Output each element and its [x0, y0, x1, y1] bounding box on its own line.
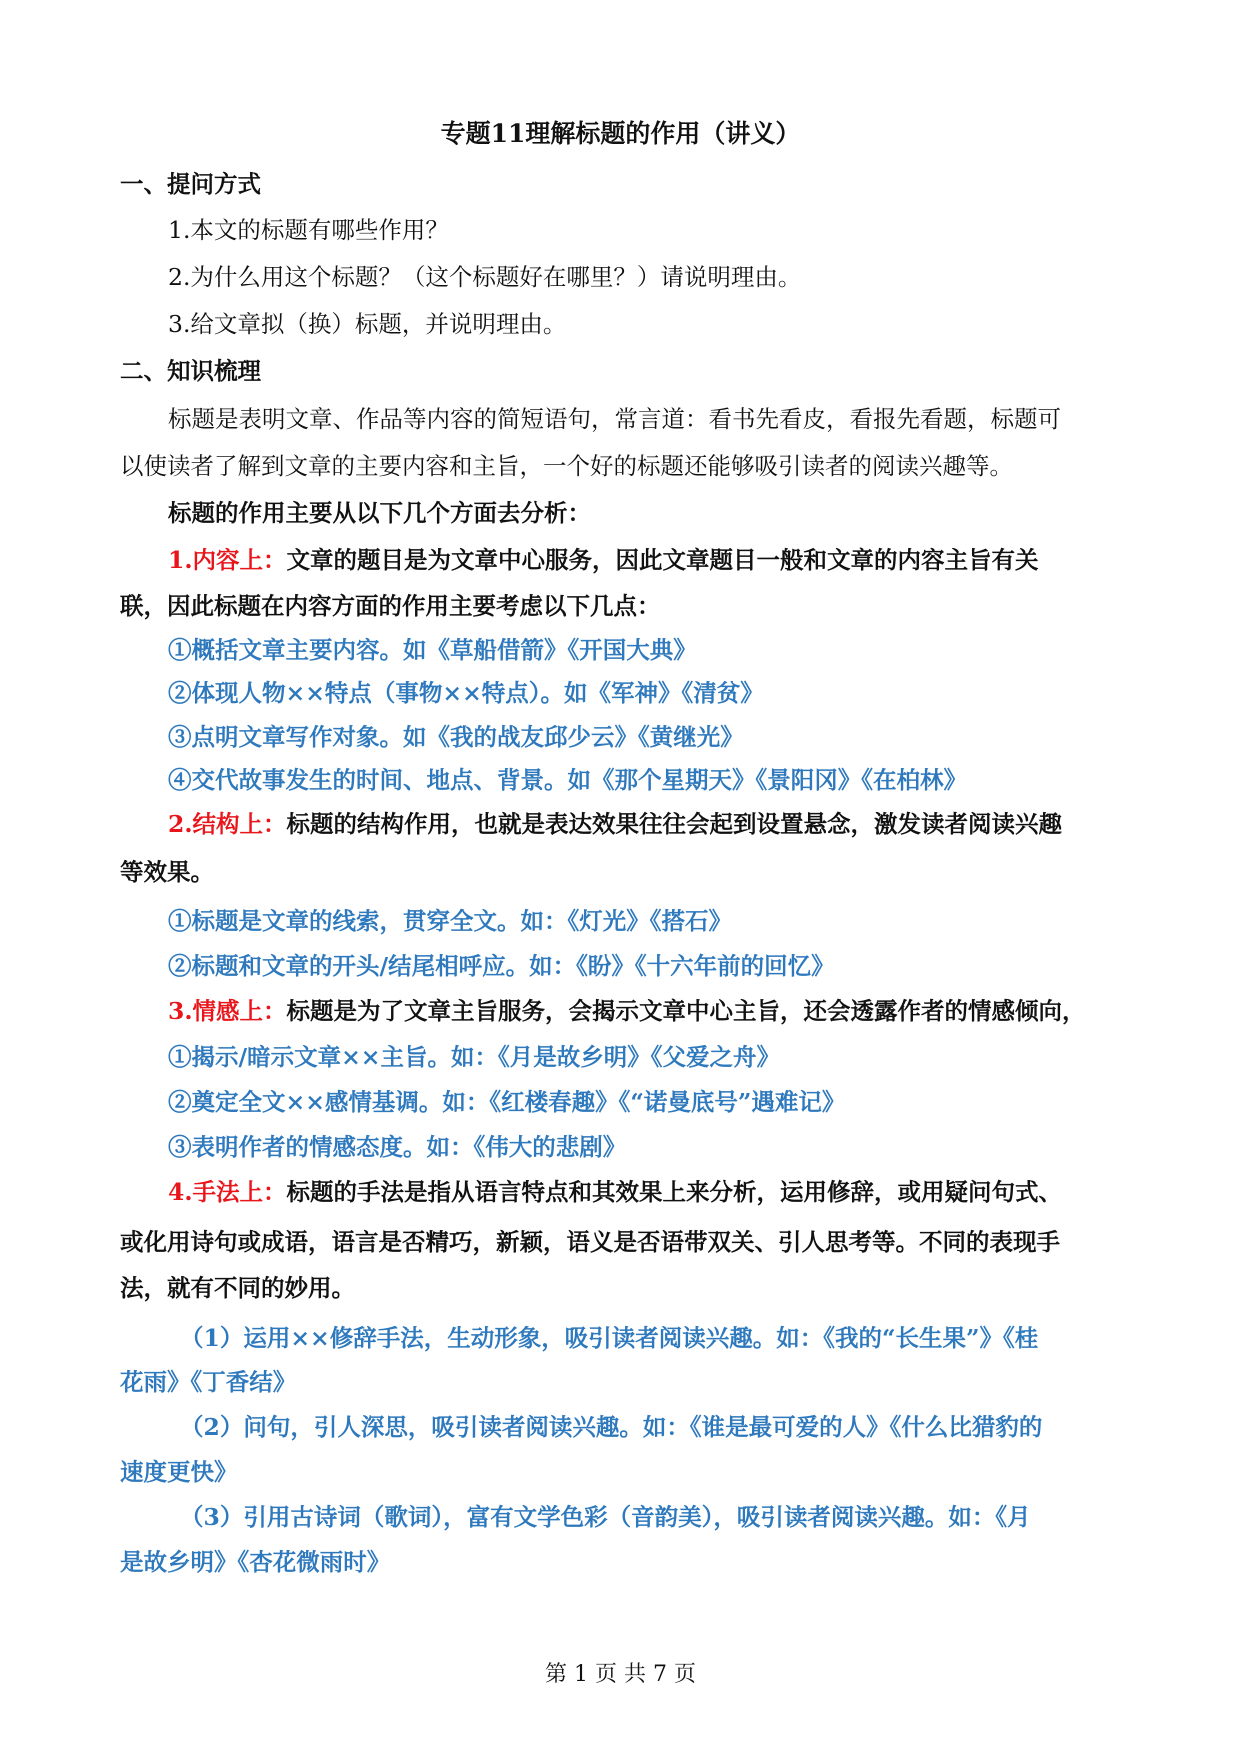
content-label: 1.内容上： — [168, 546, 287, 574]
analysis-lead: 标题的作用主要从以下几个方面去分析： — [168, 499, 591, 527]
emotion-paragraph-line-1 — [168, 995, 1130, 1027]
page-footer: 第 1 页 共 7 页 — [545, 1662, 696, 1687]
question-2: 2.为什么用这个标题？（这个标题好在哪里？）请说明理由。 — [168, 263, 802, 291]
emotion-item-3: ③表明作者的情感态度。如：《伟大的悲剧》 — [168, 1133, 627, 1161]
content-item-4: ④交代故事发生的时间、地点、背景。如《那个星期天》《景阳冈》《在柏林》 — [168, 766, 967, 794]
section-heading-knowledge: 二、知识梳理 — [120, 357, 261, 385]
structure-paragraph-line-1 — [168, 808, 1130, 840]
emotion-text: 标题是为了文章主旨服务，会揭示文章中心主旨，还会透露作者的情感倾向， — [286, 997, 1086, 1025]
structure-item-2: ②标题和文章的开头/结尾相呼应。如：《盼》《十六年前的回忆》 — [168, 952, 835, 980]
structure-text: 标题的结构作用，也就是表达效果往往会起到设置悬念，激发读者阅读兴趣 — [286, 810, 1063, 838]
technique-label: 4.手法上： — [168, 1178, 287, 1206]
technique-paragraph-line-2: 或化用诗句或成语，语言是否精巧，新颖，语义是否语带双关、引人思考等。不同的表现手 — [120, 1228, 1060, 1256]
technique-text: 标题的手法是指从语言特点和其效果上来分析，运用修辞，或用疑问句式、 — [286, 1178, 1063, 1206]
structure-item-1: ①标题是文章的线索，贯穿全文。如：《灯光》《搭石》 — [168, 907, 732, 935]
structure-paragraph-line-2: 等效果。 — [120, 858, 214, 886]
technique-paragraph-line-1 — [168, 1176, 1130, 1208]
technique-point-2-line-2: 速度更快》 — [120, 1458, 238, 1486]
technique-point-3-line-2: 是故乡明》《杏花微雨时》 — [120, 1548, 391, 1576]
intro-paragraph-line-2: 以使读者了解到文章的主要内容和主旨，一个好的标题还能够吸引读者的阅读兴趣等。 — [120, 452, 1013, 480]
structure-label: 2.结构上： — [168, 810, 287, 838]
page-title: 专题11理解标题的作用（讲义） — [440, 119, 801, 148]
section-heading-questions: 一、提问方式 — [120, 170, 261, 198]
technique-point-2-line-1: （2）问句，引人深思，吸引读者阅读兴趣。如：《谁是最可爱的人》《什么比猎豹的 — [180, 1413, 1043, 1441]
content-item-1: ①概括文章主要内容。如《草船借箭》《开国大典》 — [168, 636, 697, 664]
content-text: 文章的题目是为文章中心服务，因此文章题目一般和文章的内容主旨有关 — [286, 546, 1039, 574]
technique-point-3-line-1: （3）引用古诗词（歌词），富有文学色彩（音韵美），吸引读者阅读兴趣。如：《月 — [180, 1503, 1031, 1531]
content-item-3: ③点明文章写作对象。如《我的战友邱少云》《黄继光》 — [168, 723, 744, 751]
technique-point-1-line-2: 花雨》《丁香结》 — [120, 1368, 297, 1396]
technique-point-1-line-1: （1）运用××修辞手法，生动形象，吸引读者阅读兴趣。如：《我的“长生果”》《桂 — [180, 1324, 1039, 1352]
technique-paragraph-line-3: 法，就有不同的妙用。 — [120, 1274, 355, 1302]
emotion-label: 3.情感上： — [168, 997, 287, 1025]
content-item-2: ②体现人物××特点（事物××特点）。如《军神》《清贫》 — [168, 679, 764, 707]
question-3: 3.给文章拟（换）标题，并说明理由。 — [168, 310, 567, 338]
emotion-item-2: ②奠定全文××感情基调。如：《红楼春趣》《“诺曼底号”遇难记》 — [168, 1088, 846, 1116]
emotion-item-1: ①揭示/暗示文章××主旨。如：《月是故乡明》《父爱之舟》 — [168, 1043, 780, 1071]
intro-paragraph-line-1: 标题是表明文章、作品等内容的简短语句，常言道：看书先看皮，看报先看题，标题可 — [168, 405, 1061, 433]
content-paragraph-line-1 — [168, 544, 1130, 576]
question-1: 1.本文的标题有哪些作用？ — [168, 216, 449, 244]
content-paragraph-line-2: 联，因此标题在内容方面的作用主要考虑以下几点： — [120, 592, 661, 620]
